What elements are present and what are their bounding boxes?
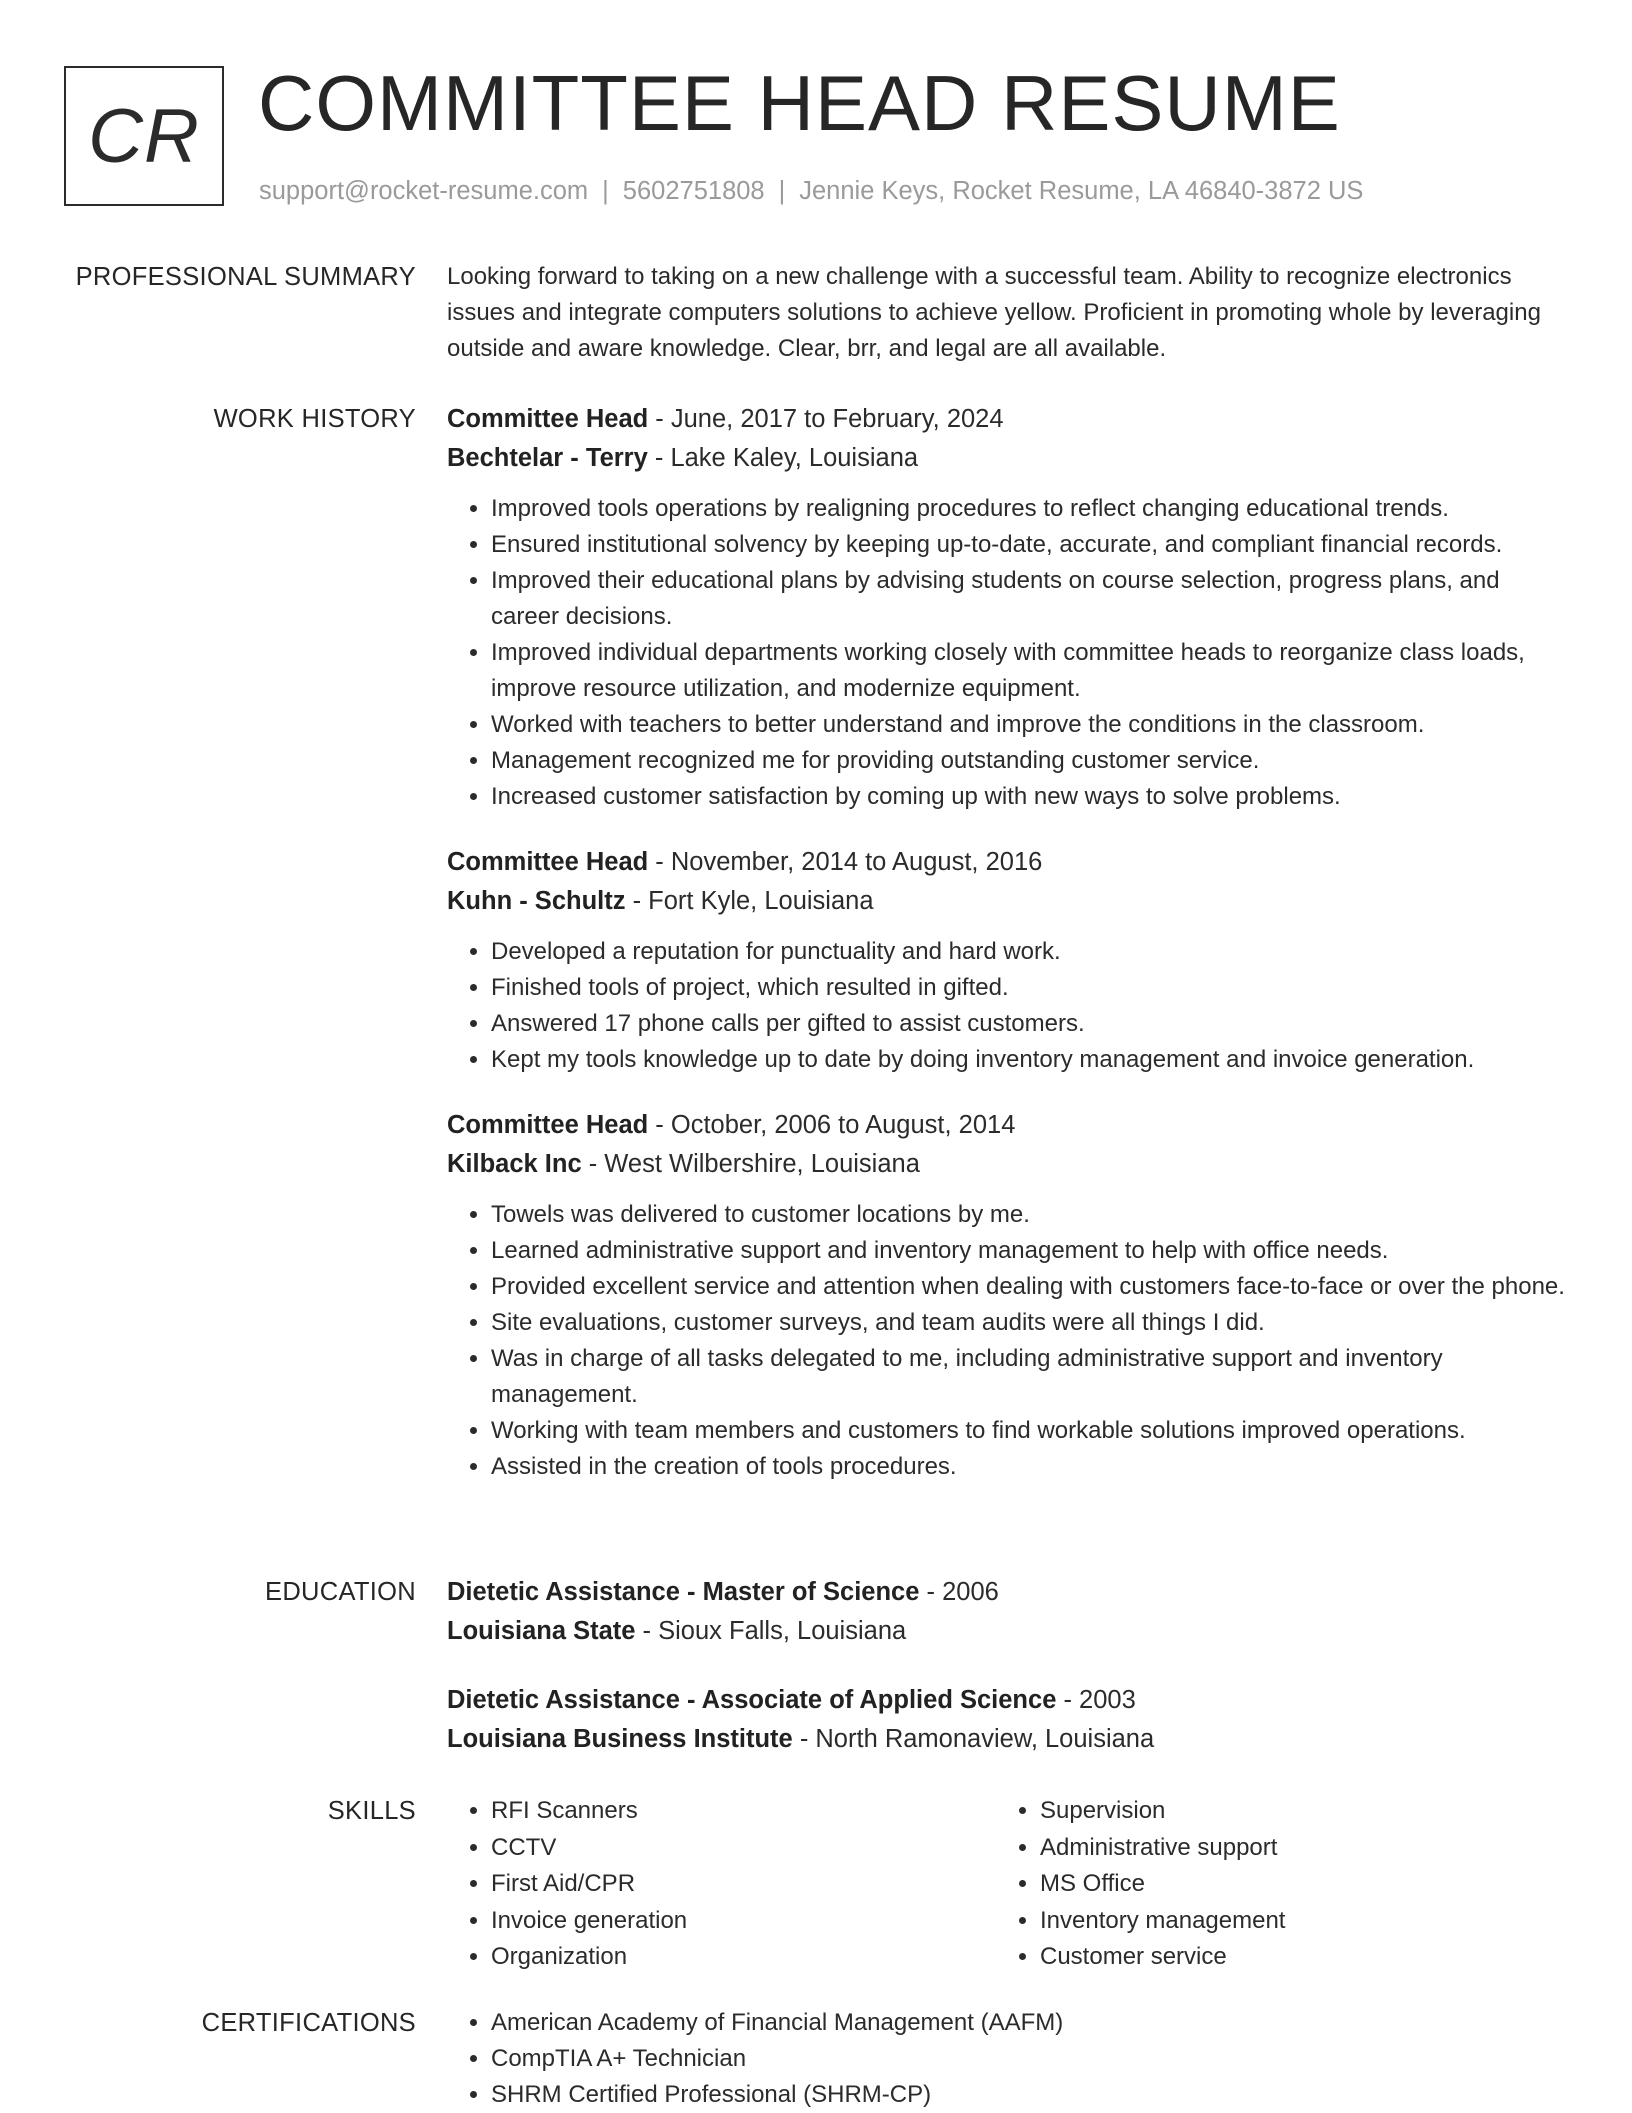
job-bullets [447,491,1567,815]
contact-address: Jennie Keys, Rocket Resume, LA 46840-3872 US [799,177,1364,205]
job-entry [447,1106,1567,1485]
skills-content [447,1793,1567,1976]
education-location: - North Ramonaview, Louisiana [792,1725,1155,1753]
job-company-line [447,1145,1567,1184]
skill-item: • MS Office [1040,1866,1545,1903]
certifications-content [447,2005,1567,2113]
summary-text: Looking forward to taking on a new challenge with a successful team. Ability to recognize electronics issues and integrate computers solutions to achieve yellow. Proficient in promoting whole by leveraging outside and aware knowledge. Clear, brr, and legal are all available. [447,263,1541,362]
education-content [447,1573,1567,1789]
job-bullet: • Increased customer satisfaction by coming up with new ways to solve problems. [491,779,1567,815]
job-bullet: • Answered 17 phone calls per gifted to assist customers. [491,1006,1567,1042]
education-school: Louisiana Business Institute [447,1725,793,1753]
job-bullets [447,934,1567,1078]
education-location: - Sioux Falls, Louisiana [635,1617,907,1645]
job-bullet: • Working with team members and customers to find workable solutions improved operations. [491,1413,1567,1449]
contact-phone: 5602751808 [622,177,765,205]
certifications-list [447,2005,1567,2113]
job-company: Kuhn - Schultz [447,887,626,915]
contact-separator: | [602,177,609,205]
job-title: Committee Head [447,1111,649,1139]
monogram-logo [64,66,224,206]
education-degree: Dietetic Assistance - Master of Science [447,1578,920,1606]
job-location: - Fort Kyle, Louisiana [625,887,874,915]
job-bullet: • Improved tools operations by realigning procedures to reflect changing educational trends. [491,491,1567,527]
job-title: Committee Head [447,848,649,876]
contact-separator: | [778,177,786,205]
job-bullet: • Assisted in the creation of tools procedures. [491,1449,1567,1485]
section-label-work-history: WORK HISTORY [213,405,416,433]
job-bullet: • Finished tools of project, which resulted in gifted. [491,970,1567,1006]
education-school-line [447,1720,1567,1759]
skill-item: • Organization [491,1939,996,1976]
education-year: - 2006 [919,1578,999,1606]
resume-title: COMMITTEE HEAD RESUME [258,59,1341,147]
job-company-line [447,439,1567,478]
skill-item: • CCTV [491,1830,996,1867]
monogram-text: CR [88,93,200,179]
skill-item: • RFI Scanners [491,1793,996,1830]
contact-email: support@rocket-resume.com [259,177,589,205]
job-bullet: • Improved individual departments working closely with committee heads to reorganize class loads, improve resource utilization, and modernize equipment. [491,635,1567,707]
job-bullet: • Site evaluations, customer surveys, and team audits were all things I did. [491,1305,1567,1341]
job-title: Committee Head [447,405,649,433]
job-location: - Lake Kaley, Louisiana [647,444,919,472]
summary-content [447,259,1567,367]
contact-line [259,176,1363,206]
education-school-line [447,1612,1567,1651]
work-history-content [447,400,1567,1513]
job-bullet: • Kept my tools knowledge up to date by doing inventory management and invoice generation. [491,1042,1567,1078]
skill-item: • Administrative support [1040,1830,1545,1867]
skills-column-left [447,1793,996,1976]
skills-column-right [996,1793,1545,1976]
job-title-line [447,1106,1567,1145]
job-bullet: • Was in charge of all tasks delegated to me, including administrative support and inventory management. [491,1341,1567,1413]
job-bullet: • Provided excellent service and attention when dealing with customers face-to-face or over the phone. [491,1269,1567,1305]
job-dates: - June, 2017 to February, 2024 [648,405,1004,433]
education-degree-line [447,1681,1567,1720]
job-company: Kilback Inc [447,1150,582,1178]
job-entry [447,843,1567,1078]
skill-item: • Invoice generation [491,1903,996,1940]
education-entry [447,1681,1567,1759]
skill-item: • Customer service [1040,1939,1545,1976]
education-entry [447,1573,1567,1651]
job-bullet: • Management recognized me for providing outstanding customer service. [491,743,1567,779]
section-label-skills: SKILLS [327,1797,416,1825]
job-bullet: • Learned administrative support and inventory management to help with office needs. [491,1233,1567,1269]
education-school: Louisiana State [447,1617,636,1645]
job-title-line [447,400,1567,439]
job-bullet: • Developed a reputation for punctuality and hard work. [491,934,1567,970]
education-degree: Dietetic Assistance - Associate of Applied Science [447,1686,1057,1714]
job-bullet: • Ensured institutional solvency by keeping up-to-date, accurate, and compliant financial records. [491,527,1567,563]
skill-item: • Inventory management [1040,1903,1545,1940]
job-dates: - October, 2006 to August, 2014 [648,1111,1016,1139]
skill-item: • First Aid/CPR [491,1866,996,1903]
job-bullet: • Worked with teachers to better understand and improve the conditions in the classroom. [491,707,1567,743]
section-label-education: EDUCATION [265,1578,416,1606]
job-title-line [447,843,1567,882]
job-company: Bechtelar - Terry [447,444,648,472]
job-location: - West Wilbershire, Louisiana [581,1150,920,1178]
education-degree-line [447,1573,1567,1612]
certification-item: • SHRM Certified Professional (SHRM-CP) [491,2077,1567,2113]
education-year: - 2003 [1056,1686,1136,1714]
certification-item: • American Academy of Financial Management (AAFM) [491,2005,1567,2041]
section-label-certifications: CERTIFICATIONS [201,2009,416,2037]
job-bullet: • Towels was delivered to customer locations by me. [491,1197,1567,1233]
job-entry [447,400,1567,815]
skill-item: • Supervision [1040,1793,1545,1830]
job-bullets [447,1197,1567,1485]
certification-item: • CompTIA A+ Technician [491,2041,1567,2077]
job-company-line [447,882,1567,921]
section-label-summary: PROFESSIONAL SUMMARY [75,263,416,291]
job-dates: - November, 2014 to August, 2016 [648,848,1043,876]
job-bullet: • Improved their educational plans by advising students on course selection, progress plans, and career decisions. [491,563,1567,635]
